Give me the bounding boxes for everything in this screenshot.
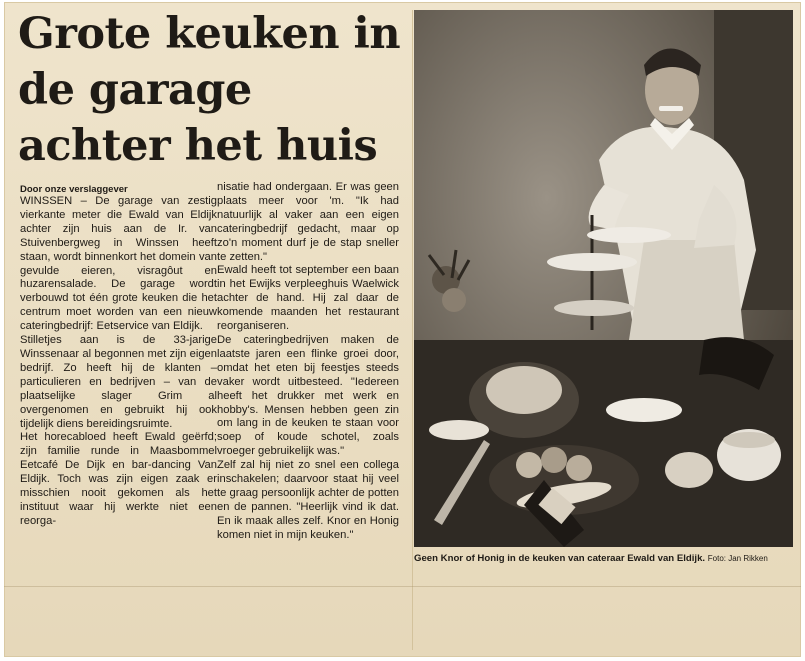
article-column-2 xyxy=(217,181,399,543)
photo-credit: Foto: Jan Rikken xyxy=(707,554,768,563)
paragraph: Stilletjes aan is de 33-jarige Winssenaar al begonnen met zijn eigen bedrijf. Zo heeft hij de klanten – particulieren en bedrijven – van de plaatselijke slager Grim al overgenomen en gebruikt hij ook tijdelijk diens bereidingsruimte. xyxy=(20,334,217,430)
paragraph: Zelf zal hij niet zo snel een collega inschakelen; daarvoor staat hij veel te graag persoonlijk achter de potten en de pannen. "Heerlijk vind ik dat. En ik maak alles zelf. Knor en Honig komen niet in mijn keuken." xyxy=(217,459,399,541)
paragraph: Het horecabloed heeft Ewald geërfd; zijn familie runde in Maasbommel Eetcafé De Dijk en bar-dancing Van Eldijk. Toch was zijn eigen zaak er misschien nooit gekomen als het instituut waar hij werkte niet een reorga- xyxy=(20,431,217,527)
paragraph: De cateringbedrijven maken de laatste jaren een flinke groei door, omdat het eten bij feestjes steeds vaker wordt uitbesteed. "Iedereen heeft het drukker met werk en hobby's. Mensen hebben geen zin om lang in de keuken te staan voor soep of koude schotel, zoals vroeger gebruikelijk was." xyxy=(217,333,399,458)
paragraph: WINSSEN – De garage van zestig vierkante meter die Ewald van Eldijk achter zijn huis aan de Ir. van Stuivenbergweg in Winssen heeft staan, wordt binnenkort het domein van gevulde eieren, visragôut en huzarensalade. De garage wordt verbouwd tot één grote keuken die het centrum moet worden van een nieuw cateringbedrijf: Eetservice van Eldijk. xyxy=(20,195,217,333)
byline: Door onze verslaggever xyxy=(20,184,128,195)
headline: Grote keuken in de garage achter het huis xyxy=(18,9,401,171)
paragraph: Ewald heeft tot september een baan in het Ewijks verpleeghuis Waelwick achter de hand. Hij zal daar de komende maanden het restaurant reorganiseren. xyxy=(217,264,399,333)
paragraph: nisatie had ondergaan. Er was geen plaats meer voor 'm. "Ik had natuurlijk al vaker aan een eigen cateringbedrijf gedacht, maar op zo'n moment durf je de stap sneller te zetten." xyxy=(217,181,399,263)
photo-caption xyxy=(414,553,799,564)
caption-text: Geen Knor of Honig in de keuken van cateraar Ewald van Eldijk. xyxy=(414,553,706,564)
fold-line xyxy=(4,586,801,587)
photo-illustration xyxy=(414,10,793,547)
article-column-1 xyxy=(20,195,217,529)
news-photo xyxy=(414,10,793,547)
